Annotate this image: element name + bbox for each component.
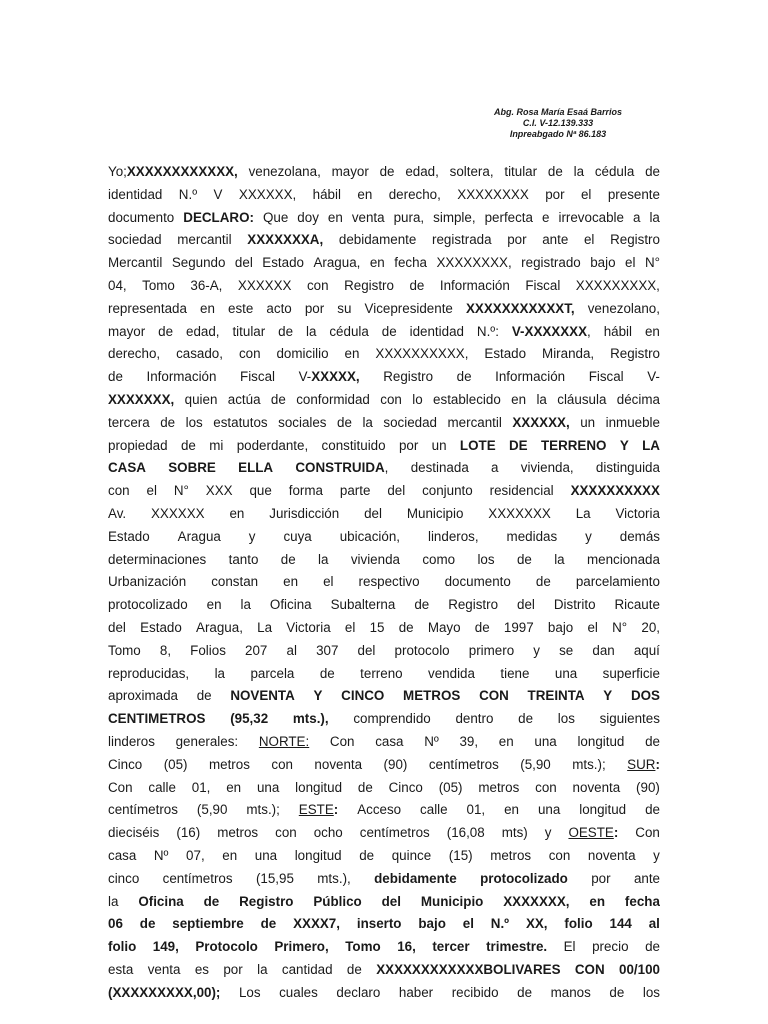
body-line: centímetros (5,90 mts.); ESTE: Acceso calle 01, en una longitud de — [108, 802, 660, 818]
body-line: (XXXXXXXXX,00); Los cuales declaro haber recibido de manos de los — [108, 984, 660, 1000]
body-line: CASA SOBRE ELLA CONSTRUIDA, destinada a vivienda, distinguida — [108, 460, 660, 476]
body-line: Cinco (05) metros con noventa (90) centímetros (5,90 mts.); SUR: — [108, 756, 660, 772]
body-line: Con calle 01, en una longitud de Cinco (05) metros con noventa (90) — [108, 779, 660, 795]
body-line: de Información Fiscal V-XXXXX, Registro de Información Fiscal V- — [108, 369, 660, 385]
lawyer-id: C.I. V-12.139.333 — [522, 118, 594, 128]
document-body — [108, 161, 660, 1004]
body-line: con el N° XXX que forma parte del conjunto residencial XXXXXXXXXX — [108, 483, 660, 499]
body-line: reproducidas, la parcela de terreno vendida tiene una superficie — [108, 665, 660, 681]
body-line: XXXXXXX, quien actúa de conformidad con lo establecido en la cláusula décima — [108, 391, 660, 407]
body-line: la Oficina de Registro Público del Municipio XXXXXXX, en fecha — [108, 893, 660, 909]
body-line: documento DECLARO: Que doy en venta pura, simple, perfecta e irrevocable a la — [108, 209, 660, 225]
body-line: folio 149, Protocolo Primero, Tomo 16, tercer trimestre. El precio de — [108, 939, 660, 955]
body-line: sociedad mercantil XXXXXXXA, debidamente registrada por ante el Registro — [108, 232, 660, 248]
body-line: protocolizado en la Oficina Subalterna de Registro del Distrito Ricaute — [108, 597, 660, 613]
lawyer-inpreabogado: Inpreabgado Nª 86.183 — [509, 129, 607, 139]
body-line: Urbanización constan en el respectivo documento de parcelamiento — [108, 574, 660, 590]
body-line: derecho, casado, con domicilio en XXXXXXXXXX, Estado Miranda, Registro — [108, 346, 660, 362]
body-line: Estado Aragua y cuya ubicación, linderos, medidas y demás — [108, 528, 660, 544]
body-line: 04, Tomo 36-A, XXXXXX con Registro de Información Fiscal XXXXXXXXX, — [108, 277, 660, 293]
body-line: propiedad de mi poderdante, constituido por un LOTE DE TERRENO Y LA — [108, 437, 660, 453]
body-line: Av. XXXXXX en Jurisdicción del Municipio XXXXXXX La Victoria — [108, 505, 660, 521]
body-line: CENTIMETROS (95,32 mts.), comprendido dentro de los siguientes — [108, 711, 660, 727]
body-line: determinaciones tanto de la vivienda como los de la mencionada — [108, 551, 660, 567]
body-line: Tomo 8, Folios 207 al 307 del protocolo primero y se dan aquí — [108, 642, 660, 658]
body-line: casa Nº 07, en una longitud de quince (15) metros con noventa y — [108, 847, 660, 863]
body-line: Yo;XXXXXXXXXXXX, venezolana, mayor de edad, soltera, titular de la cédula de — [108, 164, 660, 179]
letterhead — [440, 107, 676, 140]
body-line: 06 de septiembre de XXXX7, inserto bajo el N.º XX, folio 144 al — [108, 916, 660, 932]
body-line: mayor de edad, titular de la cédula de identidad N.º: V-XXXXXXX, hábil en — [108, 323, 660, 339]
body-line: identidad N.º V XXXXXX, hábil en derecho, XXXXXXXX por el presente — [108, 186, 660, 202]
body-line: aproximada de NOVENTA Y CINCO METROS CON TREINTA Y DOS — [108, 688, 660, 704]
body-line: representada en este acto por su Vicepresidente XXXXXXXXXXXT, venezolano, — [108, 300, 660, 316]
body-line: esta venta es por la cantidad de XXXXXXXXXXXXBOLIVARES CON 00/100 — [108, 961, 660, 977]
body-line: Mercantil Segundo del Estado Aragua, en fecha XXXXXXXX, registrado bajo el N° — [108, 255, 660, 271]
body-line: tercera de los estatutos sociales de la sociedad mercantil XXXXXX, un inmueble — [108, 414, 660, 430]
lawyer-name: Abg. Rosa María Esaá Barrios — [493, 107, 623, 117]
body-line: cinco centímetros (15,95 mts.), debidamente protocolizado por ante — [108, 870, 660, 886]
body-line: del Estado Aragua, La Victoria el 15 de Mayo de 1997 bajo el N° 20, — [108, 619, 660, 635]
body-line: linderos generales: NORTE: Con casa Nº 39, en una longitud de — [108, 733, 660, 749]
body-line: dieciséis (16) metros con ocho centímetros (16,08 mts) y OESTE: Con — [108, 825, 660, 841]
